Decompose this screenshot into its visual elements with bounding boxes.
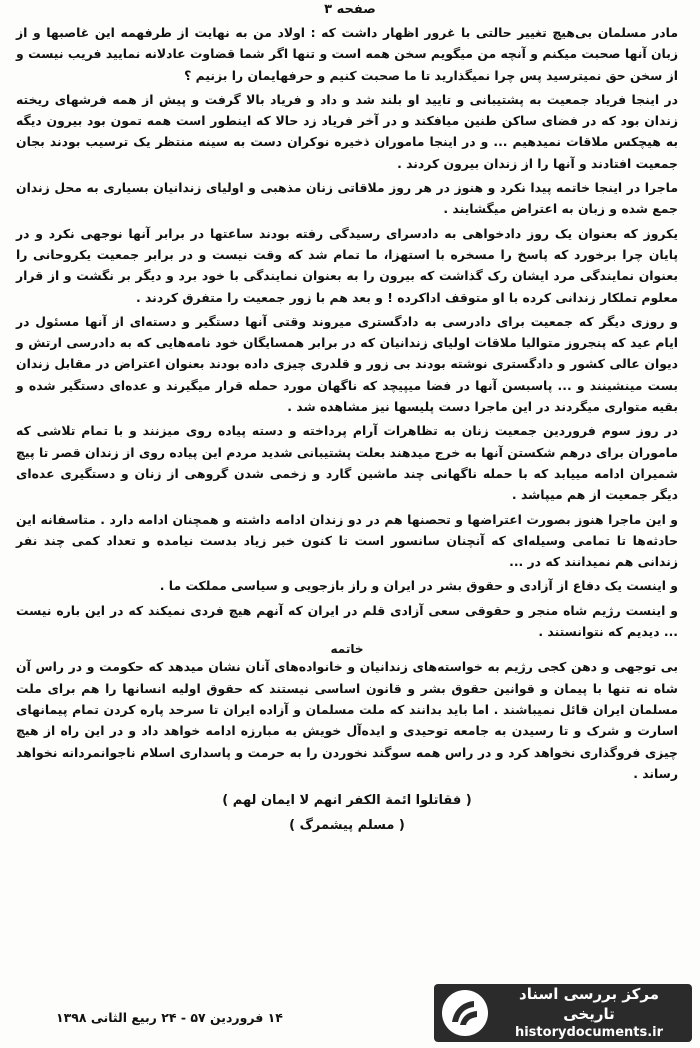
quran-verse: ( فقاتلوا ائمة الکفر انهم لا ایمان لهم ): [222, 793, 472, 809]
paragraph: یکروز که بعنوان یک روز دادخواهی به دادسرای رسیدگی رفته بودند ساعتها در برابر آنها نوجهی نکرد و در پایان چرا برخورد که پاسخ را مسخره با استهزا، ما تمام شد که وقت نیست و در برابر جمعیت یکروحانی را بعنوان نمایندگی مرد ایشان رک گذاشت که بیرون را به بعنوان نمایندگی با خود برد و دیگر بر نگشت و از قرار معلوم تملکار زندانی کرده با او متوقف اداکرده ! و بعد هم با زور جمعیت را متفرق کردند .: [16, 225, 678, 305]
paragraph: مادر مسلمان بی‌هیچ تغییر حالتی با غرور اظهار داشت که : اولاد من به نهایت از طرفهمه این غاصبها و از زبان آنها صحبت میکنم و آنچه من میگویم سخن همه است و تنها اگر شما قضاوت عادلانه نمایید فریب نیست و از سخن حق نمیترسید پس چرا نمیگذارید تا ما صحبت کنیم و حرفهایمان را بزنیم ؟: [16, 25, 678, 83]
paragraph: در روز سوم فروردین جمعیت زنان به تظاهرات آرام پرداخته و دسته پیاده روی میزنند و با تمام تلاشی که ماموران برای درهم شکستن آنها به خرج میدهند بعلت پشتیبانی شدید مردم این پیاده روی از زندان قصر تا پیچ شمیران ادامه مییابد که با حمله ناگهانی چند ماشین گارد و زخمی شدن گروهی از زنان و دستگیری عده‌ای دیگر جمعیت از هم میپاشد .: [16, 423, 678, 503]
paragraph: و اینست رژیم شاه منجر و حقوقی سعی آزادی قلم در ایران که آنهم هیچ فردی نمیکند که در این باره نیست ... دیدیم که نتوانستند .: [16, 602, 678, 640]
document-body: [16, 22, 678, 837]
paragraph: در اینجا فریاد جمعیت به پشتیبانی و تایید او بلند شد و داد و فریاد بالا گرفت و پیش از همه فرشهای ریخته زندان بود که در فضای ساکن طنین میافکند و در آخر فریاد زد حالا که اینطور است همه تمون بود بیرون دیگه به هیچکس ملاقات نمیدهیم ... و در اینجا ماموران ذخیره نوکران دست به سینه منتظر یک ترسیب بودند بجان جمعیت افتادند و آنها را از زندان بیرون کردند .: [16, 91, 678, 171]
page-number: صفحه ۳: [324, 2, 376, 17]
watermark-text: [494, 984, 692, 1042]
section-divider: خاتمه: [330, 642, 364, 657]
signature: ( مسلم پیشمرگ ): [289, 818, 405, 834]
document-date: ۱۴ فروردین ۵۷ - ۲۴ ربیع الثانی ۱۳۹۸: [56, 1010, 283, 1025]
paragraph: ماجرا در اینجا خاتمه پیدا نکرد و هنوز در هر روز ملاقاتی زنان مذهبی و اولیای زندانیان بسیاری به محل زندان جمع شده و زبان به اعتراض میگشایند .: [16, 180, 678, 217]
watermark-url: historydocuments.ir: [514, 1025, 664, 1040]
paragraph: بی توجهی و دهن کجی رژیم به خواسته‌های زندانیان و خانواده‌های آنان نشان میدهد که حکومت و در راس آن شاه نه تنها با پیمان و قوانین حقوق بشر و قانون اساسی نیستند که حقوق اولیه انسانها را هم برای ملت مسلمان ایران قائل نمیباشند . اما باید بدانند که ملت مسلمان و آزاده ایران تا سرحد پاره کردن تمام پیمانهای اسارت و شرک و تا رسیدن به جامعه توحیدی و ایده‌آل خویش به مبارزه ادامه خواهد داد و در این راه از هیچ چیزی فروگذاری نخواهد کرد و در راس همه سوگند نخوردن را به حرمت و پاسداری اسلام ناجوانمردانه نخواهد رساند .: [16, 659, 678, 781]
archive-logo-icon: [440, 988, 490, 1038]
watermark-title: مرکز بررسی اسناد تاریخی: [519, 985, 659, 1023]
watermark-banner: [434, 984, 692, 1042]
paragraph: و اینست یک دفاع از آزادی و حقوق بشر در ایران و راز بازجویی و سیاسی مملکت ما .: [159, 578, 678, 594]
paragraph: و این ماجرا هنوز بصورت اعتراضها و تحصنها هم در دو زندان ادامه داشته و همچنان ادامه دارد . متاسفانه این حادثه‌ها تا تمامی وسیله‌ای که آنچنان سانسور است تا کنون خبر زیاد بدست نیامده و تعداد کمی چند نفر زندانی هم نمیدانند که در ...: [16, 511, 678, 570]
paragraph: و روزی دیگر که جمعیت برای دادرسی به دادگستری میروند وقتی آنها دستگیر و دسته‌ای از آنها مسئول در ایام عید که پنجروز متوالیا ملاقات اولیای زندانیان که در برابر همسایگان خود نامه‌هایی که به دادرسی ارتش و دیوان عالی کشور و دادگستری نوشته بودند بی زور و قلدری چیزی داده بودند بعنوان اعتراض در مقابل زندان بست مینشینند و ... پاسبسن آنها در فضا میپیچد که ناگهان مورد حمله قرار میگیرند و عده‌ای دستگیر شده و بقیه متواری میگردند در این ماجرا دست پلیسها نیز مشاهده شد .: [16, 313, 678, 415]
